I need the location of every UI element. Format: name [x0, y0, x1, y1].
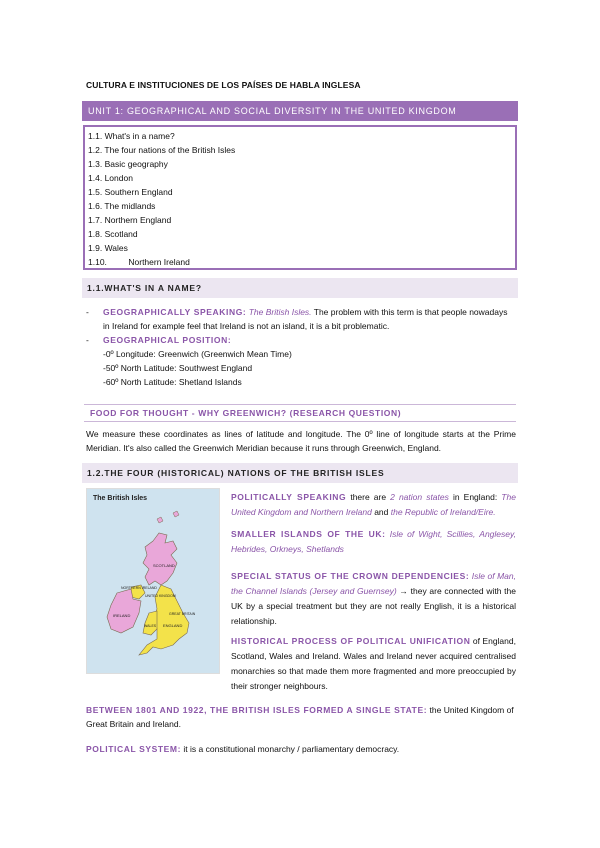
- toc-number: 1.2.: [88, 145, 103, 155]
- toc-item: [88, 255, 515, 269]
- unit-title: UNIT 1: GEOGRAPHICAL AND SOCIAL DIVERSITY IN THE UNITED KINGDOM: [88, 106, 457, 116]
- table-of-contents: [83, 125, 517, 270]
- position-line: -50º North Latitude: Southwest England: [103, 363, 253, 373]
- toc-number: 1.1.: [88, 131, 103, 141]
- smaller-islands-paragraph: [231, 527, 516, 557]
- list-item: [86, 361, 516, 375]
- single-state-paragraph: [86, 703, 516, 731]
- geo-text-1: The problem with this term is that people nowadays: [313, 307, 508, 317]
- list-item: [86, 375, 516, 389]
- politically-speaking-paragraph: [231, 490, 516, 520]
- toc-number: 1.6.: [88, 201, 103, 211]
- position-line: -0º Longitude: Greenwich (Greenwich Mean Time): [103, 349, 292, 359]
- position-label: GEOGRAPHICAL POSITION:: [103, 335, 232, 345]
- toc-label: Scotland: [104, 229, 138, 239]
- position-line: -60º North Latitude: Shetland Islands: [103, 377, 242, 387]
- geo-term: The British Isles.: [248, 307, 312, 317]
- crown-dependencies-paragraph: [231, 569, 516, 629]
- toc-item: [88, 129, 515, 143]
- toc-item: [88, 213, 515, 227]
- toc-label: Northern Ireland: [128, 257, 190, 267]
- text: The United Kingdom and Northern Ireland: [231, 492, 516, 517]
- toc-item: [88, 185, 515, 199]
- toc-label: What's in a name?: [104, 131, 175, 141]
- toc-number: 1.5.: [88, 187, 103, 197]
- toc-label: Wales: [104, 243, 128, 253]
- text: the United Kingdom of Great Britain and Ireland.: [86, 705, 514, 729]
- text: they are connected with the UK by a special treatment but they are not really English, it is a historical relationship.: [231, 586, 516, 626]
- text: the Republic of Ireland/Eire.: [390, 507, 496, 517]
- toc-item: [88, 199, 515, 213]
- unit-title-bar: [82, 101, 518, 121]
- map-label: IRELAND: [113, 613, 131, 618]
- text: 2 nation states: [390, 492, 449, 502]
- section-title: 1.1.WHAT'S IN A NAME?: [87, 283, 202, 293]
- section-heading-1-1: [82, 278, 518, 298]
- section-title: 1.2.THE FOUR (HISTORICAL) NATIONS OF THE BRITISH ISLES: [87, 468, 385, 478]
- toc-label: The midlands: [104, 201, 156, 211]
- toc-number: 1.4.: [88, 173, 103, 183]
- map-title: The British Isles: [93, 495, 148, 502]
- text: Isle of Man, the Channel Islands (Jersey and Guernsey): [231, 571, 516, 596]
- text: Isle of Wight, Scillies, Anglesey, Hebrides, Orkneys, Shetlands: [231, 529, 516, 554]
- toc-number: 1.9.: [88, 243, 103, 253]
- geo-text-2: in Ireland for example feel that Ireland is not an island, it is a bit problematic.: [103, 321, 390, 331]
- toc-item: [88, 143, 515, 157]
- food-for-thought-text: We measure these coordinates as lines of latitude and longitude. The 0º line of longitude starts at the Prime Meridian. It's also called the Greenwich Meridian because it runs through Greenwich, England.: [86, 429, 516, 453]
- text: in England:: [452, 492, 498, 502]
- toc-item: [88, 227, 515, 241]
- list-item: [86, 319, 516, 333]
- paragraph-label: SPECIAL STATUS OF THE CROWN DEPENDENCIES:: [231, 571, 470, 581]
- text: there are: [350, 492, 387, 502]
- text: and: [374, 507, 389, 517]
- toc-item: [88, 157, 515, 171]
- toc-number: 1.7.: [88, 215, 103, 225]
- section-1-1-bullets: [86, 305, 516, 389]
- map-label: GREAT BRITAIN: [169, 612, 196, 616]
- paragraph-label: POLITICALLY SPEAKING: [231, 492, 347, 502]
- toc-label: The four nations of the British Isles: [104, 145, 236, 155]
- political-system-paragraph: [86, 742, 516, 756]
- list-item: [86, 347, 516, 361]
- map-label: NORTHERN IRELAND: [121, 586, 157, 590]
- toc-label: Northern England: [104, 215, 172, 225]
- map-label: ENGLAND: [163, 623, 183, 628]
- british-isles-map: [86, 488, 220, 674]
- paragraph-label: POLITICAL SYSTEM:: [86, 744, 182, 754]
- food-for-thought-heading: [84, 404, 516, 422]
- arrow-icon: →: [399, 586, 408, 596]
- toc-number: 1.8.: [88, 229, 103, 239]
- list-item: - GEOGRAPHICAL POSITION:: [86, 335, 232, 345]
- section-heading-1-2: [82, 463, 518, 483]
- paragraph-label: HISTORICAL PROCESS OF POLITICAL UNIFICATION: [231, 636, 471, 646]
- text: of England, Scotland, Wales and Ireland. Wales and Ireland never acquired centralised monarchies so that made them more fragmented and more preoccupied by their stronger neighbours.: [231, 636, 516, 691]
- paragraph-label: SMALLER ISLANDS OF THE UK:: [231, 529, 386, 539]
- geo-label: GEOGRAPHICALLY SPEAKING:: [103, 307, 247, 317]
- map-illustration: [87, 489, 220, 674]
- course-title: CULTURA E INSTITUCIONES DE LOS PAÍSES DE HABLA INGLESA: [86, 80, 361, 90]
- toc-number: 1.3.: [88, 159, 103, 169]
- toc-item: [88, 241, 515, 255]
- map-label: SCOTLAND: [153, 563, 175, 568]
- text: it is a constitutional monarchy / parliamentary democracy.: [183, 744, 400, 754]
- paragraph-label: BETWEEN 1801 AND 1922, THE BRITISH ISLES FORMED A SINGLE STATE:: [86, 705, 428, 715]
- food-for-thought-title: FOOD FOR THOUGHT - WHY GREENWICH? (RESEARCH QUESTION): [90, 408, 402, 418]
- toc-number: 1.10.: [88, 257, 107, 267]
- list-item: - GEOGRAPHICALLY SPEAKING: The British Isles. The problem with this term is that people nowadays: [86, 307, 508, 317]
- map-label: WALES: [144, 624, 157, 628]
- toc-label: Southern England: [104, 187, 173, 197]
- toc-label: London: [104, 173, 133, 183]
- toc-item: [88, 171, 515, 185]
- historical-process-paragraph: [231, 634, 516, 694]
- toc-label: Basic geography: [104, 159, 168, 169]
- map-label: UNITED KINGDOM: [145, 594, 176, 598]
